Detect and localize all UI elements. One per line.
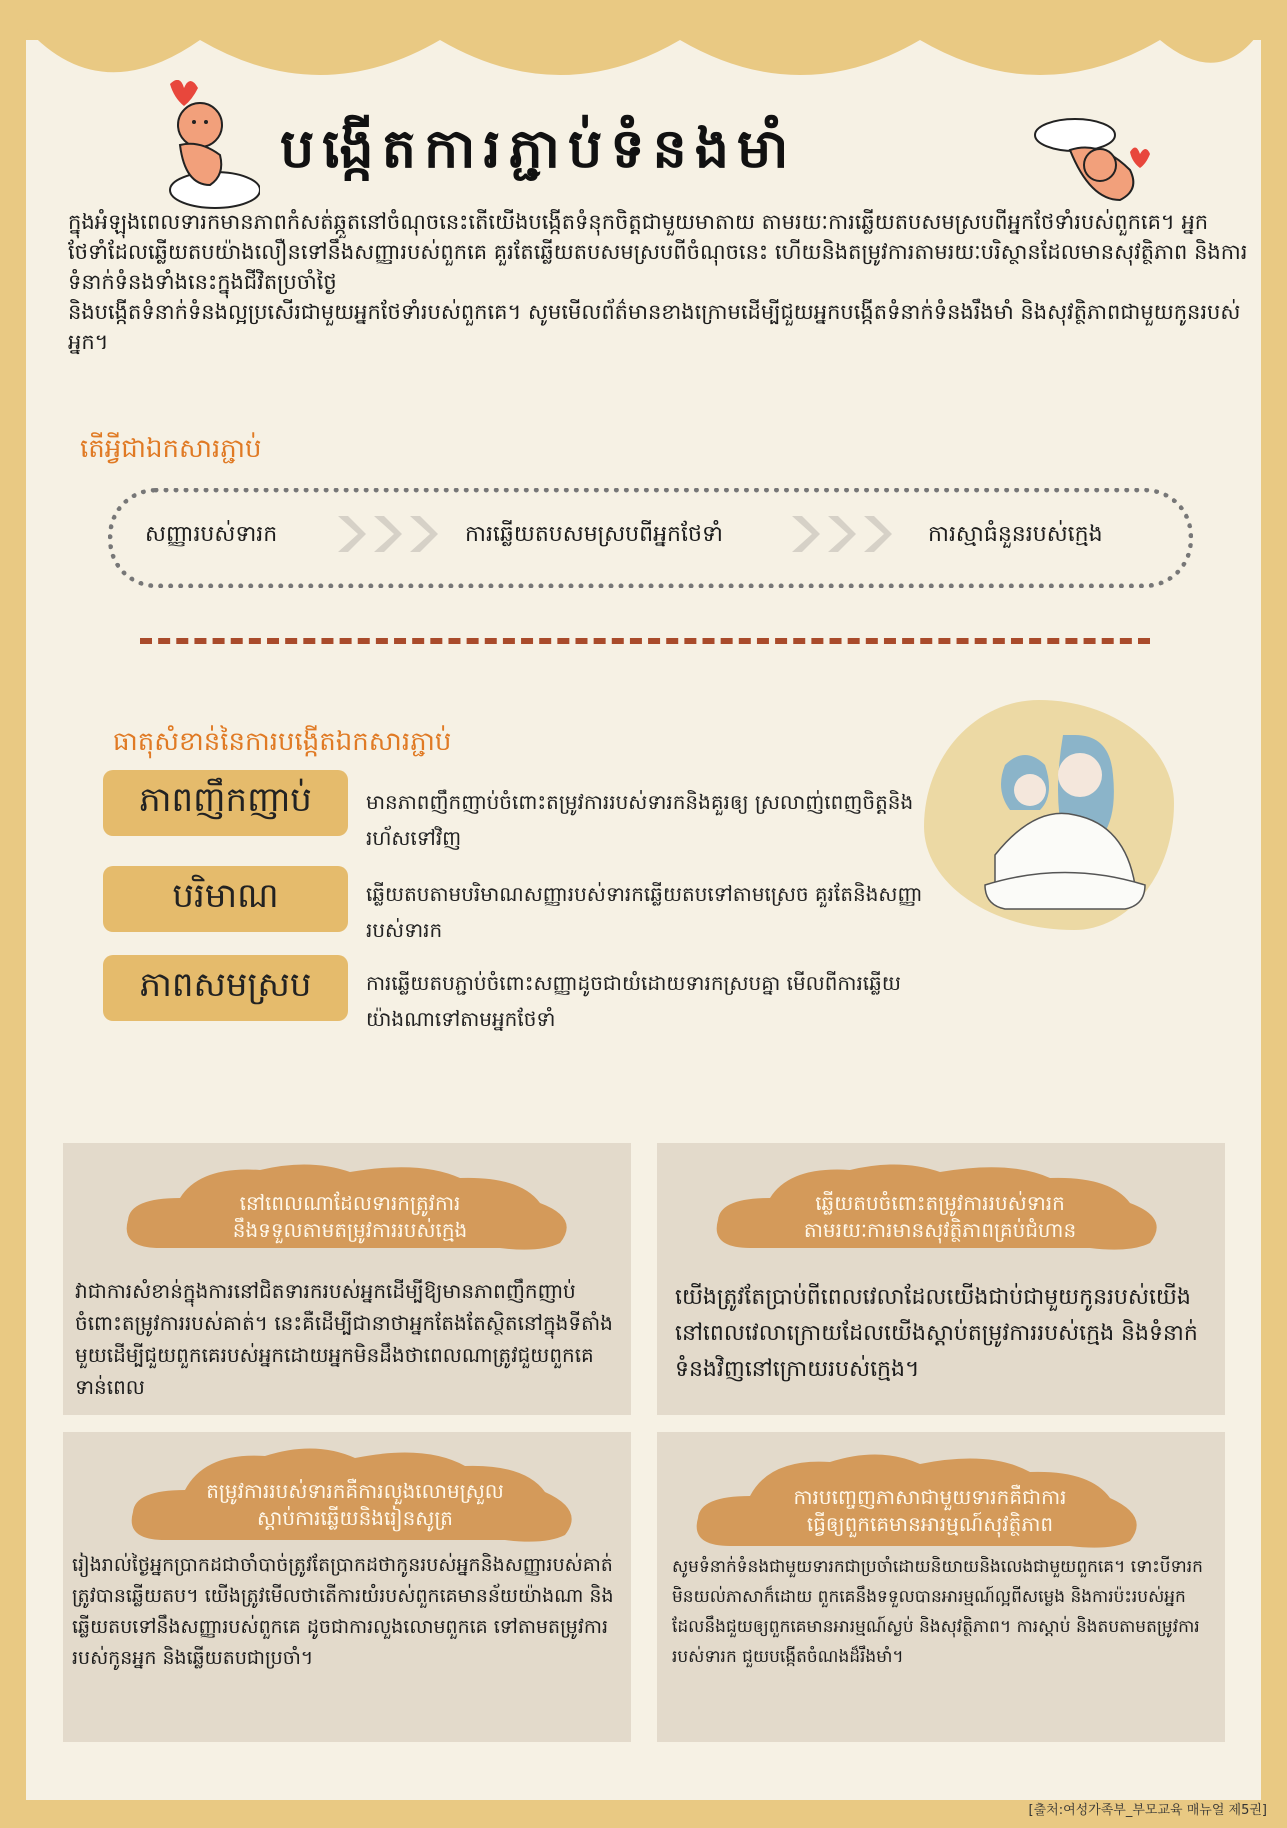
card-2-heading bbox=[720, 1190, 1160, 1244]
flow-step-1: សញ្ញារបស់ទារក bbox=[145, 522, 278, 547]
flow-arrows-1 bbox=[336, 512, 446, 556]
factor-text-frequency: មានភាពញឹកញាប់ចំពោះតម្រូវការរបស់ទារកនិងគួរឲ្យ ស្រលាញ់ពេញចិត្តនិងរហ័សទៅវិញ bbox=[366, 790, 914, 850]
factor-text-amount: ឆ្លើយតបតាមបរិមាណសញ្ញារបស់ទារកឆ្លើយតបទៅតាមស្រេច គួរតែនិងសញ្ញារបស់ទារក bbox=[366, 882, 923, 942]
card-3-heading bbox=[135, 1478, 575, 1532]
factor-pill-appropriateness: ភាពសមស្រប bbox=[103, 955, 348, 1021]
factor-pill-frequency: ភាពញឹកញាប់ bbox=[103, 770, 348, 836]
card-3-body: រៀងរាល់ថ្ងៃអ្នកប្រាកដជាចាំបាច់ត្រូវតែប្រាកដថាកូនរបស់អ្នកនិងសញ្ញារបស់គាត់ត្រូវបានឆ្លើយតប។ យើងត្រូវមើលថាតើការយំរបស់ពួកគេមានន័យយ៉ាងណា និងឆ្លើយតបទៅនឹងសញ្ញារបស់ពួកគេ ដូចជាការលួងលោមពួកគេ ទៅតាមតម្រូវការរបស់កូនអ្នក និងឆ្លើយតបជាប្រចាំ។ bbox=[72, 1554, 614, 1669]
card-1-body: វាជាការសំខាន់ក្នុងការនៅជិតទារករបស់អ្នកដើម្បីឱ្យមានភាពញឹកញាប់ចំពោះតម្រូវការរបស់គាត់។ នេះគឺដើម្បីជានាថាអ្នកតែងតែស្ថិតនៅក្នុងទីតាំងមួយដើម្បីជួយពួកគេរបស់អ្នកដោយអ្នកមិនដឹងថាពេលណាត្រូវជួយពួកគេទាន់ពេល bbox=[75, 1279, 613, 1399]
card-1-heading bbox=[130, 1190, 570, 1244]
flow-step-3: ការស្មាធំនួនរបស់ក្មេង bbox=[928, 522, 1103, 547]
factor-text-appropriateness: ការឆ្លើយតបភ្ជាប់ចំពោះសញ្ញាដូចជាយំដោយទារកស្របគ្នា មើលពីការឆ្លើយយ៉ាងណាទៅតាមអ្នកថែទាំ bbox=[366, 971, 901, 1031]
mother-child-illustration bbox=[975, 725, 1155, 915]
flying-baby-illustration bbox=[1030, 110, 1150, 210]
card-2-heading-line-1: ឆ្លើយតបចំពោះតម្រូវការរបស់ទារក bbox=[815, 1191, 1065, 1215]
card-4-body: សូមទំនាក់ទំនងជាមួយទារកជាប្រចាំដោយនិយាយនិងលេងជាមួយពួកគេ។ ទោះបីទារកមិនយល់ភាសាក៏ដោយ ពួកគេនឹងទទួលបានអារម្មណ៍ល្អពីសម្លេង និងការប៉ះរបស់អ្នក ដែលនឹងជួយឲ្យពួកគេមានអារម្មណ៍ស្ងប់ និងសុវត្ថិភាព។ ការស្តាប់ និងតបតាមតម្រូវការរបស់ទារក ជួយបង្កើតចំណងដ៏រឹងមាំ។ bbox=[672, 1557, 1203, 1667]
card-2-heading-line-2: តាមរយៈការមានសុវត្ថិភាពគ្រប់ជំហាន bbox=[803, 1218, 1077, 1242]
attachment-heading: តើអ្វីជាឯកសារភ្ជាប់ bbox=[80, 434, 262, 464]
flow-arrows-2 bbox=[790, 512, 920, 556]
card-1-heading-line-1: នៅពេលណាដែលទារកត្រូវការ bbox=[239, 1191, 461, 1215]
card-3-heading-line-1: តម្រូវការរបស់ទារកគឺការលួងលោមស្រួល bbox=[206, 1479, 504, 1503]
factors-heading: ធាតុសំខាន់នៃការបង្កើតឯកសារភ្ជាប់ bbox=[113, 727, 452, 757]
section-divider bbox=[140, 638, 1150, 644]
card-4-heading-line-1: ការបញ្ចេញភាសាជាមួយទារកគឺជាការ bbox=[793, 1485, 1067, 1509]
card-2-body: យើងត្រូវតែប្រាប់ពីពេលវេលាដែលយើងជាប់ជាមួយកូនរបស់យើងនៅពេលវេលាក្រោយដែលយើងស្តាប់តម្រូវការរបស់ក្មេង និងទំនាក់ទំនងវិញនៅក្រោយរបស់ក្មេង។ bbox=[675, 1285, 1198, 1382]
page-title: បង្កើតការភ្ជាប់ទំនងមាំ bbox=[280, 117, 797, 180]
baby-on-cloud-illustration bbox=[150, 80, 260, 210]
intro-paragraph-2: និងបង្កើតទំនាក់ទំនងល្អប្រសើរជាមួយអ្នកថែទាំរបស់ពួកគេ។ សូមមើលព័ត៌មានខាងក្រោមដើម្បីជួយអ្នកបង្កើតទំនាក់ទំនងរឹងមាំ និងសុវត្ថិភាពជាមួយកូនរបស់អ្នក។ bbox=[68, 300, 1241, 354]
card-3-heading-line-2: ស្តាប់ការឆ្លើយនិងរៀនសូត្រ bbox=[257, 1506, 453, 1530]
factor-pill-amount: បរិមាណ bbox=[103, 866, 348, 932]
source-citation: [출처:여성가족부_부모교육 매뉴얼 제5권] bbox=[1028, 1803, 1267, 1818]
intro-text bbox=[68, 207, 1248, 357]
intro-paragraph-1: ក្នុងអំឡុងពេលទារកមានភាពកំសត់ឆ្កួតនៅចំណុចនេះតើយើងបង្កើតទំនុកចិត្តជាមួយមាតាយ តាមរយៈការឆ្លើយតបសមស្របពីអ្នកថែទាំរបស់ពួកគេ។ អ្នកថែទាំដែលឆ្លើយតបយ៉ាងលឿនទៅនឹងសញ្ញារបស់ពួកគេ គួរតែឆ្លើយតបសមស្របពីចំណុចនេះ ហើយនិងតម្រូវការតាមរយៈបរិស្ថានដែលមានសុវត្ថិភាព និងការទំនាក់ទំនងទាំងនេះក្នុងជីវិតប្រចាំថ្ងៃ bbox=[68, 210, 1248, 294]
card-1-heading-line-2: នឹងទទួលតាមតម្រូវការរបស់ក្មេង bbox=[232, 1218, 468, 1242]
card-4-heading-line-2: ធ្វើឲ្យពួកគេមានអារម្មណ៍សុវត្ថិភាព bbox=[806, 1512, 1054, 1536]
flow-step-2: ការឆ្លើយតបសមស្របពីអ្នកថែទាំ bbox=[465, 522, 723, 547]
card-4-heading bbox=[705, 1484, 1155, 1538]
